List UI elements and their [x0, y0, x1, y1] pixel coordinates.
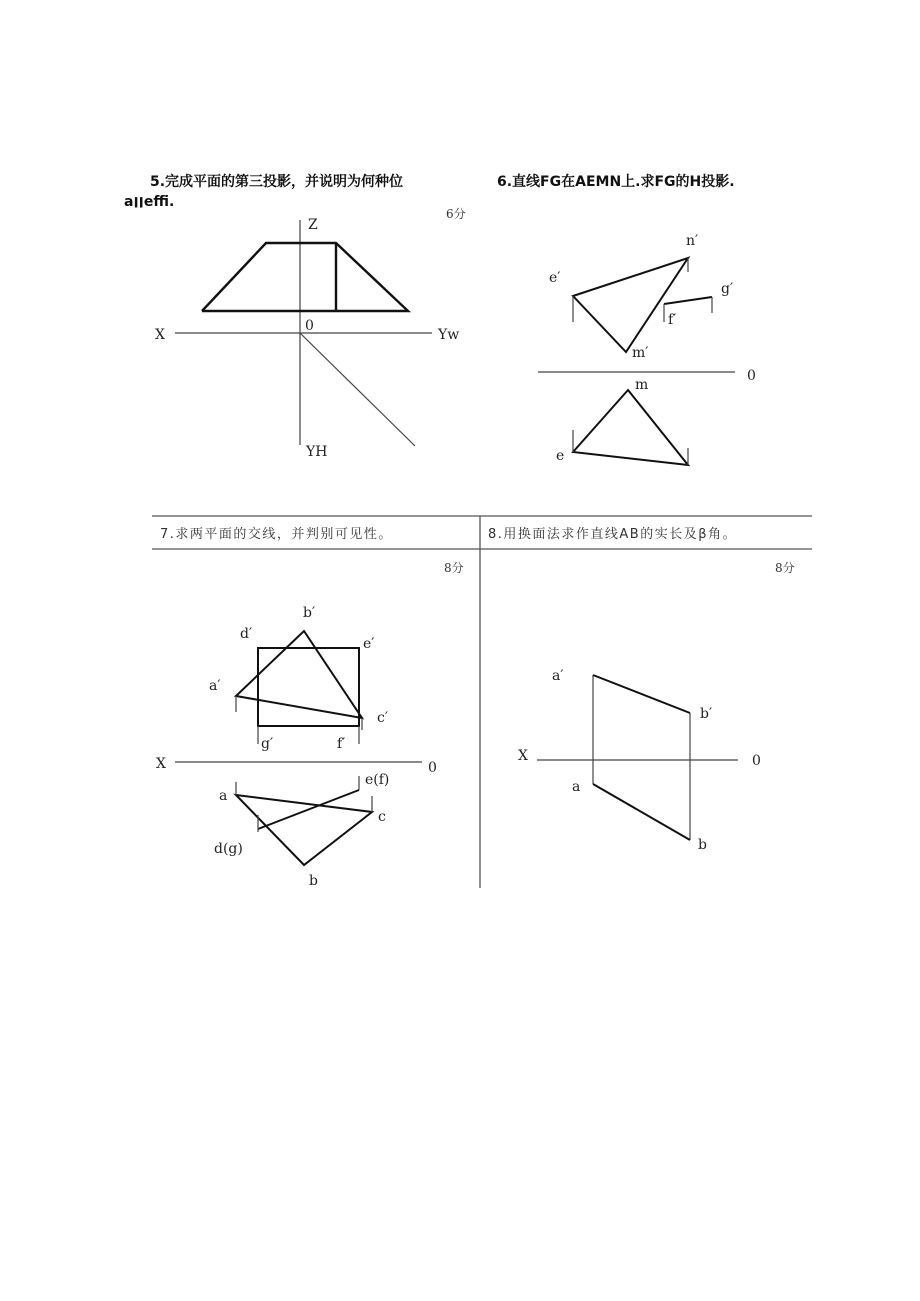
- p5-label-yh: YH: [306, 444, 328, 460]
- problem-5: [124, 173, 466, 460]
- p7-label-ef: e(f): [365, 772, 390, 788]
- problem-7-title: 7.求两平面的交线，并判别可见性。: [160, 527, 393, 542]
- problem-6: [497, 173, 756, 465]
- p8-label-a: a: [572, 779, 581, 795]
- p7-label-c: c: [378, 809, 386, 825]
- p7-label-o: 0: [428, 760, 437, 776]
- problem-5-score: 6分: [446, 207, 466, 221]
- p7-label-dg: d(g): [214, 841, 243, 857]
- p5-label-yw: Yw: [438, 327, 460, 343]
- problem-7-score: 8分: [444, 561, 464, 575]
- p6-label-m1: m′: [632, 345, 649, 361]
- problem-8-score: 8分: [775, 561, 795, 575]
- p8-line-ab-top: [593, 784, 690, 840]
- p7-triangle-front: [236, 631, 362, 718]
- p6-label-f1: f′: [668, 312, 677, 328]
- p7-label-b: b: [309, 873, 318, 889]
- p6-label-m: m: [635, 377, 649, 393]
- p7-label-b1: b′: [303, 605, 316, 621]
- p7-label-e1: e′: [363, 636, 375, 652]
- p5-45deg-line: [300, 333, 415, 446]
- problem-6-title: 6.直线FG在AEMN上.求FG的H投影.: [497, 174, 735, 190]
- p5-label-z: Z: [308, 217, 318, 233]
- p7-label-d1: d′: [240, 626, 253, 642]
- p8-label-a1: a′: [552, 668, 564, 684]
- p6-plane-top-view: [573, 390, 688, 465]
- p8-label-b1: b′: [700, 706, 713, 722]
- p6-plane-front-view: [573, 258, 688, 352]
- p8-label-x: X: [518, 748, 528, 764]
- p6-label-o: 0: [747, 368, 756, 384]
- p7-label-a1: a′: [209, 678, 221, 694]
- p6-label-n1: n′: [686, 233, 699, 249]
- p6-line-fg-front: [664, 297, 712, 304]
- p7-label-f1: f′: [337, 736, 346, 752]
- p6-label-e1: e′: [549, 270, 561, 286]
- p7-label-g1: g′: [261, 736, 274, 752]
- p6-label-e: e: [556, 448, 565, 464]
- p8-label-o: 0: [752, 753, 761, 769]
- p7-triangle-top: [236, 795, 372, 865]
- problem-8-title: 8.用换面法求作直线AB的实长及β角。: [488, 527, 738, 542]
- p8-line-ab-front: [593, 675, 690, 713]
- problem-5-title: 5.完成平面的第三投影，并说明为何种位: [150, 174, 404, 190]
- p7-label-a: a: [219, 788, 228, 804]
- problem-5-title-continued: a׀׀effi.: [124, 194, 175, 210]
- p7-label-x: X: [156, 756, 166, 772]
- p5-label-o: 0: [305, 318, 314, 334]
- problem-7: [156, 526, 464, 889]
- p5-label-x: X: [155, 327, 165, 343]
- problem-8: [488, 526, 795, 853]
- p5-trapezoid-view: [202, 243, 408, 311]
- p7-label-c1: c′: [377, 710, 389, 726]
- p8-label-b: b: [698, 837, 707, 853]
- p6-label-g1: g′: [721, 281, 734, 297]
- p7-line-dg-ef: [258, 790, 359, 829]
